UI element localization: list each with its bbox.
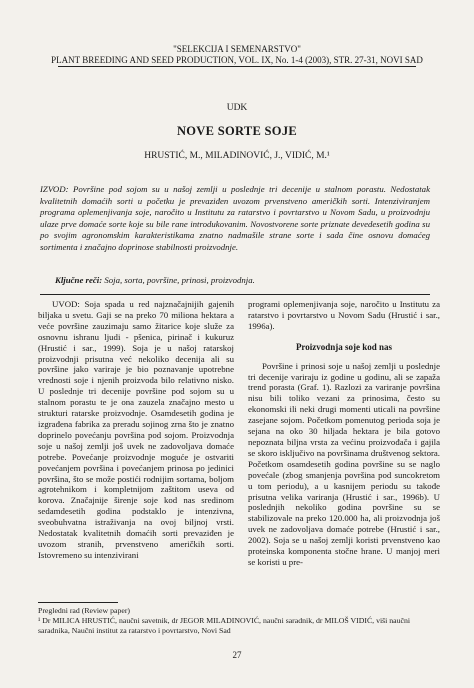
paper-type-note: Pregledni rad (Review paper) [38, 606, 131, 615]
paper-title: NOVE SORTE SOJE [176, 124, 298, 138]
header-rule [58, 66, 416, 67]
introduction-paragraph: UVOD: Soja spada u red najznačajnijih gajenih biljaka u svetu. Gaji se na preko 70 miliona hektara a veće površine zauzimaju samo žitarice koje služe za osnovnu ishranu ljudi - pšenica, pirinač i kukuruz (Hrustić i sar., 1999). Soja je u našoj ratarskoj proizvodnji prisutna već nekoliko decenija ali su površine jako variraje je bio poznavanje upotrebne vrednosti soje i njenih proizvoda bilo relativno nisko. U poslednje tri decenije površine pod sojom su u stalnom porastu te je ona zauzela značajno mesto u strukturi ratarske proizvodnje. Osamdesetih godina je izgrađena fabrika za preradu sojinog zrna što je znatno doprinelo povećanju površina pod sojom. Proizvodnja soje u našoj zemlji još uvek ne zadovoljava domaće potrebe. Povećanje proizvodnje moguće je ostvariti povećanjem površina i povećanjem prinosa po jedinici površina, što se može postići rodnijim sortama, boljom agrotehnikom i kompletnijom zaštitom useva od korova. Značajnije širenje soje kod nas sredinom sedamdesetih godina podstaklo je intenzivna, sveobuhvatna istraživanja na ovoj biljnoj vrsti. Nedostatak kvalitetnih domaćih sorti prevaziđen je uvozom stranih, prvenstveno američkih sorti. Istovremeno su intenzivirani [38, 299, 234, 560]
udk-label: UDK [226, 103, 248, 113]
footnote [38, 606, 438, 636]
keywords [55, 275, 425, 285]
author-affiliations: ¹ Dr MILICA HRUSTIĆ, naučni savetnik, dr JEGOR MILADINOVIĆ, naučni saradnik, dr MILOŠ VIDIĆ, viši naučni saradnika, Naučni institut za ratarstvo i povrtarstvo, Novi Sad [38, 616, 411, 635]
section-heading: Proizvodnja soje kod nas [295, 341, 393, 352]
abstract: IZVOD: Površine pod sojom su u našoj zemlji u poslednje tri decenije u stalnom porastu. Nedostatak kvalitetnih domaćih sorti u početku je prevaziđen uvozom prvenstveno američkih sorti. Intenziviranjem programa oplemenjivanja soje, naročito u Institutu za ratarstvo i povrtarstvo u Novom Sadu, u proizvodnju ulaze prve domaće sorte koje su bile rane introdukovanim. Novostvorene sorte priznate devedesetih godina su po svojim agronomskim karakteristikama znatno nadmašile strane sorte i sada čine osnovu domaćeg sortimenta i značajno doprinose stabilnosti proizvodnje. [40, 184, 430, 252]
authors-line: HRUSTIĆ, M., MILADINOVIĆ, J., VIDIĆ, M.¹ [144, 151, 330, 161]
journal-header [40, 44, 434, 66]
left-column [38, 299, 234, 561]
keywords-rule [40, 294, 430, 295]
right-column-intro: programi oplemenjivanja soje, naročito u Institutu za ratarstvo i povrtarstvo u Novom Sadu (Hrustić i sar., 1996a). [248, 299, 440, 331]
section-body: Površine i prinosi soje u našoj zemlji u poslednje tri decenije variraju iz godine u godinu, ali se zapaža trend porasta (Graf. 1). Razlozi za variranje površina nisu bili toliko vezani za prinosima, često su ekonomski ili neki drugi momenti uticali na površine zasejane sojom. Početkom pomenutog perioda soja je sejana na oko 30 hiljada hektara je bila gotovo nepoznata biljna vrsta za većinu proizvođača i gajila se skoro isključivo na površinama društvenog sektora. Početkom osamdesetih godina površine su se naglo povećale (zbog smanjenja površina pod suncokretom u tom periodu), a u kasnijem periodu su takođe prisutna velika variranja (Hrustić i sar., 1996b). U poslednjih nekoliko godina površine su se stabilizovale na preko 120.000 ha, ali proizvodnja još uvek ne zadovoljava domaće potrebe (Hrustić i sar., 2002). Soja se u našoj zemlji koristi prvenstveno kao proteinska komponenta stočne hrane. U manjoj meri se koristi u pre- [248, 360, 440, 567]
page-number: 27 [232, 650, 242, 660]
right-column [248, 299, 440, 568]
journal-series-title: "SELEKCIJA I SEMENARSTVO" [173, 44, 301, 54]
keywords-text: Soja, sorta, površine, prinosi, proizvodnja. [102, 275, 255, 285]
journal-citation: PLANT BREEDING AND SEED PRODUCTION, VOL. IX, No. 1-4 (2003), STR. 27-31, NOVI SAD [51, 55, 423, 65]
footnote-rule [38, 602, 118, 603]
keywords-label: Ključne reči: [55, 275, 103, 285]
